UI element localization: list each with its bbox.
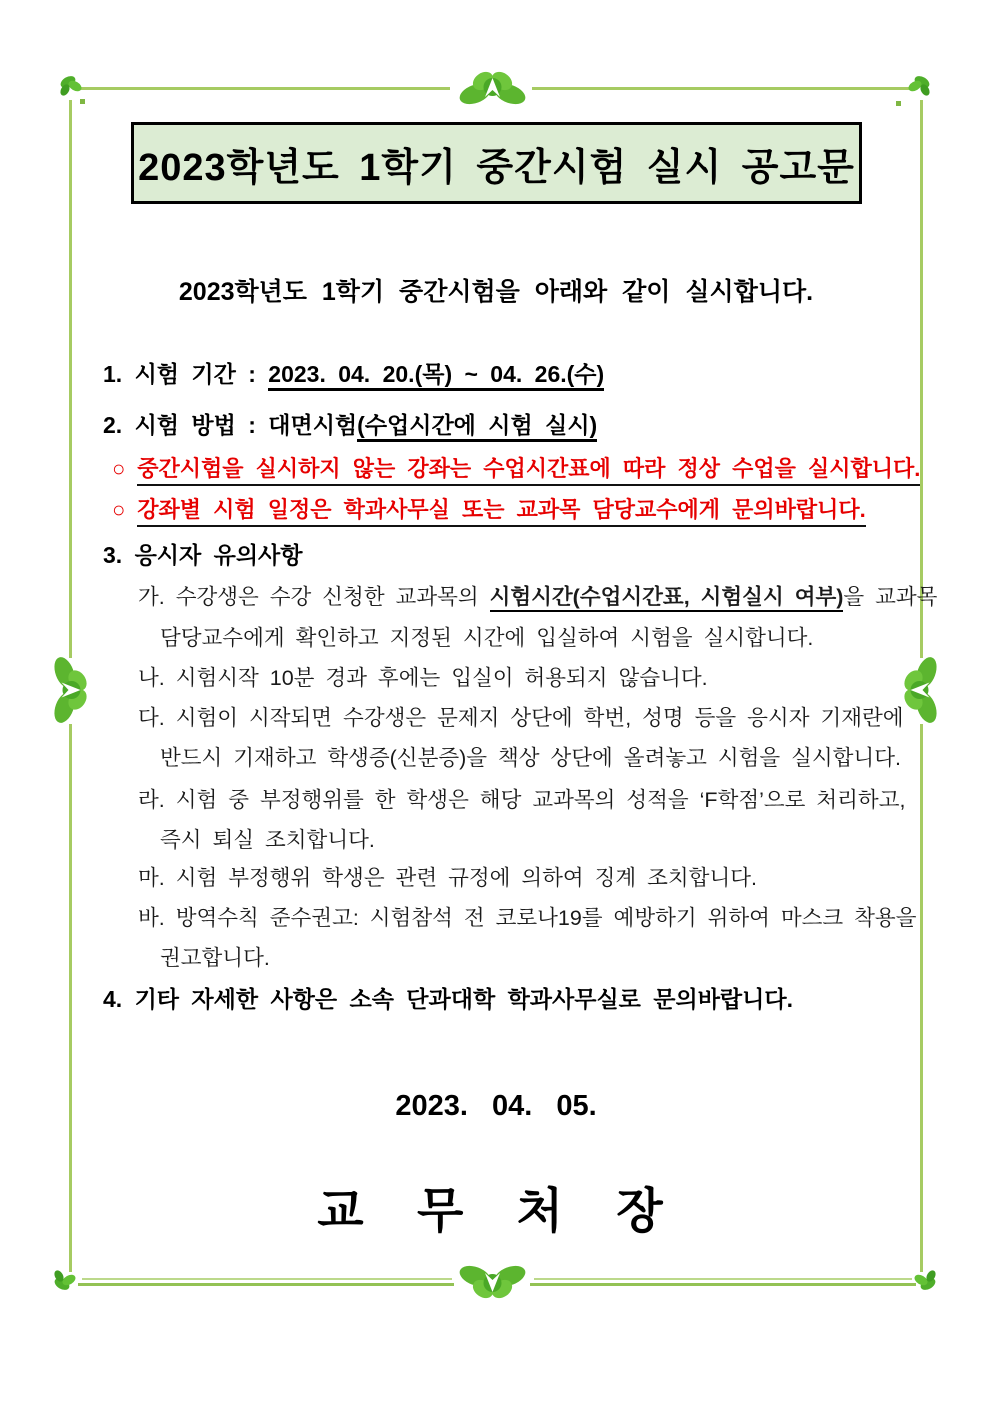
- floral-ornament-left-icon: [51, 653, 91, 728]
- note-da-line2: 반드시 기재하고 학생증(신분증)을 책상 상단에 올려놓고 시험을 실시합니다.: [160, 746, 901, 770]
- exam-period-line: [103, 356, 604, 389]
- frame-bottom-outer-line-left: [78, 1283, 454, 1286]
- frame-top-line-right: [532, 87, 916, 90]
- corner-leaf-top-left-icon: [58, 74, 84, 100]
- exam-period-value: 2023. 04. 20.(목) ~ 04. 26.(수): [268, 361, 604, 391]
- note-ba-line2: 권고합니다.: [160, 946, 270, 970]
- note-ga-line1-emphasis: 시험시간(수업시간표, 시험실시 여부): [490, 585, 844, 612]
- frame-corner-dot-top-right: [896, 101, 901, 106]
- corner-leaf-bottom-left-icon: [52, 1266, 78, 1292]
- circle-bullet-icon: ○: [112, 497, 126, 522]
- note-ga-line1-post: 을 교과목: [843, 585, 938, 609]
- note-na-line1: 나. 시험시작 10분 경과 후에는 입실이 허용되지 않습니다.: [138, 666, 708, 690]
- note-ra-line1: 라. 시험 중 부정행위를 한 학생은 해당 교과목의 성적을 ‘F학점’으로 처리하고,: [138, 788, 906, 812]
- corner-leaf-bottom-right-icon: [912, 1266, 938, 1292]
- note-ba-line1: 바. 방역수칙 준수권고: 시험참석 전 코로나19를 예방하기 위하여 마스크 착용을: [138, 906, 917, 930]
- exam-method-label: 2. 시험 방법 :: [103, 412, 269, 438]
- circle-bullet-icon: ○: [112, 456, 126, 481]
- frame-bottom-inner-line-left: [82, 1278, 452, 1280]
- frame-left-line-upper: [69, 100, 72, 658]
- intro-sentence: 2023학년도 1학기 중간시험을 아래와 같이 실시합니다.: [178, 278, 814, 306]
- floral-ornament-bottom-icon: [455, 1262, 530, 1302]
- frame-bottom-outer-line-right: [530, 1283, 916, 1286]
- notice-text-2: 강좌별 시험 일정은 학과사무실 또는 교과목 담당교수에게 문의바랍니다.: [137, 497, 865, 527]
- note-ga-line2: 담당교수에게 확인하고 지정된 시간에 입실하여 시험을 실시합니다.: [160, 626, 814, 650]
- page-title: 2023학년도 1학기 중간시험 실시 공고문: [138, 146, 855, 189]
- corner-leaf-top-right-icon: [906, 74, 932, 100]
- note-ga-line1-pre: 가. 수강생은 수강 신청한 교과목의: [138, 585, 490, 609]
- exam-method-note: (수업시간에 시험 실시): [357, 412, 597, 442]
- title-box: [131, 122, 862, 204]
- notice-line-2: [112, 493, 866, 524]
- exam-period-label: 1. 시험 기간 :: [103, 361, 269, 387]
- notice-text-1: 중간시험을 실시하지 않는 강좌는 수업시간표에 따라 정상 수업을 실시합니다.: [137, 456, 920, 486]
- note-da-line1: 다. 시험이 시작되면 수강생은 문제지 상단에 학번, 성명 등을 응시자 기재란에: [138, 706, 904, 730]
- frame-top-line-left: [78, 87, 450, 90]
- frame-bottom-inner-line-right: [534, 1278, 912, 1280]
- frame-right-line-upper: [920, 100, 923, 658]
- note-ga-line1: [138, 580, 937, 611]
- note-ma-line1: 마. 시험 부정행위 학생은 관련 규정에 의하여 징계 조치합니다.: [138, 866, 757, 890]
- floral-ornament-right-icon: [901, 653, 941, 728]
- signature-office: 교 무 처 장: [317, 1185, 675, 1238]
- announcement-date: 2023. 04. 05.: [395, 1090, 597, 1122]
- exam-method-line: [103, 407, 597, 440]
- section4-line: 4. 기타 자세한 사항은 소속 단과대학 학과사무실로 문의바랍니다.: [103, 986, 793, 1012]
- notice-line-1: [112, 452, 920, 483]
- note-ra-line2: 즉시 퇴실 조치합니다.: [160, 828, 375, 852]
- floral-ornament-top-icon: [455, 68, 530, 108]
- exam-method-value: 대면시험: [268, 412, 358, 438]
- section3-heading: 3. 응시자 유의사항: [103, 542, 303, 568]
